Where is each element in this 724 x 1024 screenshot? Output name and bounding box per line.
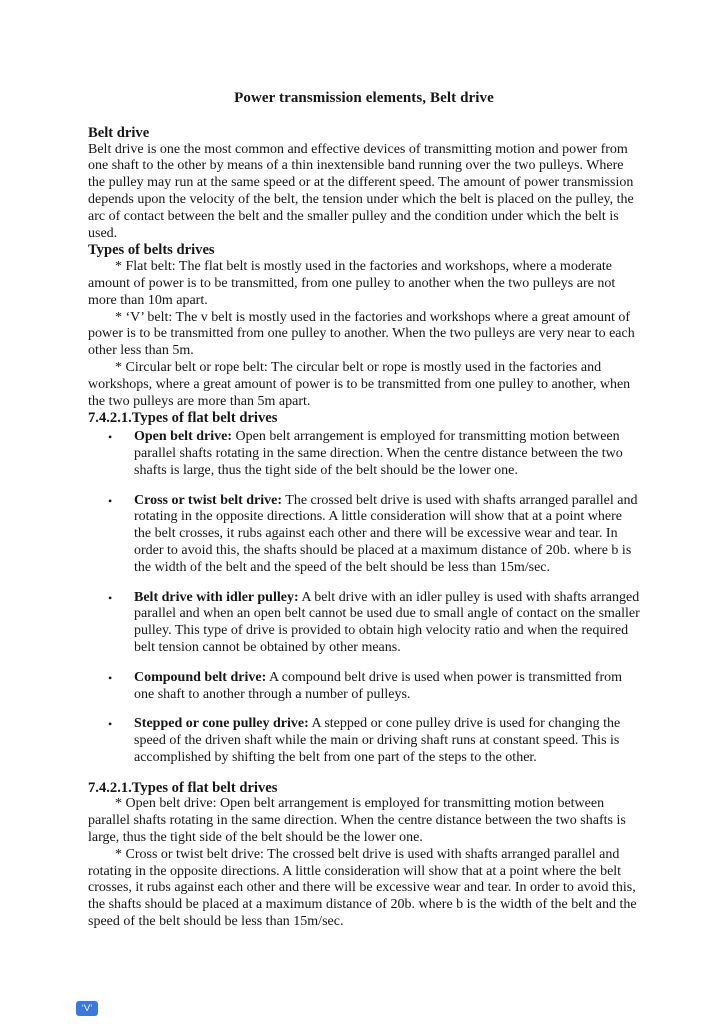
bullet-item-compound-belt-drive	[108, 669, 640, 704]
bullet-item-open-belt-drive	[108, 429, 640, 479]
section-flat-belt-types	[88, 410, 640, 766]
bullet-text-stepped-cone-pulley-drive: A stepped or cone pulley drive is used for changing the speed of the driven shaft while the main or driving shaft runs at constant speed. This is accomplished by shifting the belt from one part of the steps to the other.	[134, 716, 621, 765]
bullet-icon: •	[108, 493, 113, 508]
paragraph-belt-drive-intro: Belt drive is one the most common and effective devices of transmitting motion and power from one shaft to the other by means of a thin inextensible band running over the two pulleys. Where the pulley may run at the same speed or at the different speed. The amount of power transmission depends upon the velocity of the belt, the tension under which the belt is placed on the pulley, the arc of contact between the belt and the smaller pulley and the condition under which the belt is used.	[88, 141, 634, 241]
section-flat-belt-types-repeat	[88, 780, 640, 931]
bullet-text-cross-belt-drive: The crossed belt drive is used with shafts arranged parallel and rotating in the opposite directions. A little consideration will show that at a point where the belt crosses, it rubs against each other and there will be excessive wear and tear. In order to avoid this, the shafts should be placed at a maximum distance of 20b. where b is the width of the belt and the speed of the belt should be less than 15m/sec.	[134, 492, 638, 575]
bullet-icon: •	[108, 590, 113, 605]
paragraph-open-belt-repeat: * Open belt drive: Open belt arrangement is employed for transmitting motion between parallel shafts rotating in the same direction. When the centre distance between the two shafts is large, thus the tight side of the belt should be the lower one.	[88, 796, 626, 846]
v-annotation-badge[interactable]: ‘V’	[76, 1001, 98, 1016]
bullet-label-open-belt-drive: Open belt drive:	[134, 429, 232, 445]
document-title: Power transmission elements, Belt drive	[234, 90, 494, 106]
bullet-label-stepped-cone-pulley-drive: Stepped or cone pulley drive:	[134, 716, 309, 732]
heading-types-of-belts: Types of belts drives	[88, 242, 215, 259]
paragraph-circular-belt: * Circular belt or rope belt: The circular belt or rope is mostly used in the factories and workshops, where a great amount of power is to be transmitted from one pulley to another, when the two pulleys are more than 5m apart.	[88, 359, 631, 409]
paragraph-flat-belt: * Flat belt: The flat belt is mostly used in the factories and workshops, where a moderate amount of power is to be transmitted, from one pulley to another when the two pulleys are not more than 10m apart.	[88, 259, 616, 308]
bullet-label-compound-belt-drive: Compound belt drive:	[134, 669, 267, 685]
paragraph-v-belt: * ‘V’ belt: The v belt is mostly used in the factories and workshops where a great amount of power is to be transmitted from one pulley to another. When the two pulleys are very near to each other less than 5m.	[88, 309, 635, 359]
heading-flat-belt-types: 7.4.2.1.Types of flat belt drives	[88, 410, 278, 427]
section-belt-drive	[88, 125, 640, 243]
bullet-icon: •	[108, 670, 113, 685]
bullet-icon: •	[108, 717, 113, 732]
heading-flat-belt-types-repeat: 7.4.2.1.Types of flat belt drives	[88, 779, 278, 796]
heading-belt-drive: Belt drive	[88, 124, 150, 141]
bullet-item-cross-belt-drive	[108, 492, 640, 577]
flat-belt-bullet-list	[88, 429, 640, 767]
bullet-text-open-belt-drive: Open belt arrangement is employed for transmitting motion between parallel shafts rotating in the same direction. When the centre distance between the two shafts is large, thus the tight side of the belt should be the lower one.	[134, 429, 623, 478]
section-types-of-belts	[88, 242, 640, 410]
bullet-item-stepped-cone-pulley-drive	[108, 716, 640, 766]
bullet-text-idler-pulley-drive: A belt drive with an idler pulley is used with shafts arranged parallel and when an open belt cannot be used due to small angle of contact on the smaller pulley. This type of drive is provided to obtain high velocity ratio and when the required belt tension cannot be obtained by other means.	[134, 589, 640, 655]
bullet-icon: •	[108, 430, 113, 445]
bullet-label-cross-belt-drive: Cross or twist belt drive:	[134, 492, 283, 508]
bullet-text-compound-belt-drive: A compound belt drive is used when power is transmitted from one shaft to another through a number of pulleys.	[134, 669, 623, 702]
bullet-label-idler-pulley-drive: Belt drive with idler pulley:	[134, 589, 299, 605]
bullet-item-idler-pulley-drive	[108, 589, 640, 657]
paragraph-cross-belt-repeat: * Cross or twist belt drive: The crossed belt drive is used with shafts arranged parallel and rotating in the opposite directions. A little consideration will show that at a point where the belt crosses, it rubs against each other and there will be excessive wear and tear. In order to avoid this, the shafts should be placed at a maximum distance of 20b. where b is the width of the belt and the speed of the belt should be less than 15m/sec.	[88, 846, 637, 930]
